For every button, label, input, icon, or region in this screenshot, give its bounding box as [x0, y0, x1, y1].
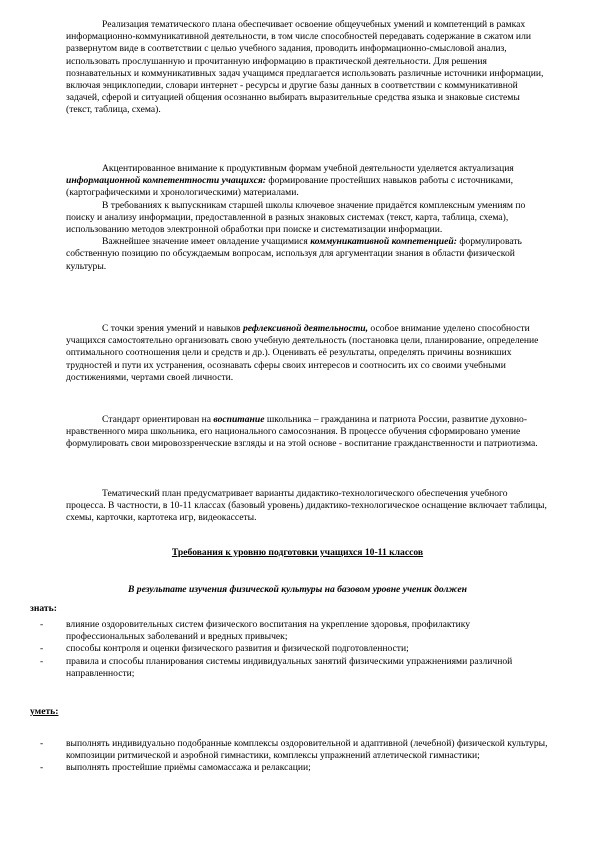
comm-text-before: Важнейшее значение имеет овладение учащимися [102, 236, 311, 248]
list-item-text: правила и способы планирования системы индивидуальных занятий физическими упражнениями различной направленности; [66, 655, 513, 679]
comm-emphasis: коммуникативной компетенцией: [310, 236, 457, 248]
list-dash: - [40, 762, 44, 774]
able-label: уметь: [30, 706, 59, 717]
able-list [30, 738, 550, 775]
communicative-paragraph [66, 236, 547, 273]
list-item [30, 643, 550, 655]
reflex-text-after: особое внимание уделено способности учащихся самостоятельно организовать свою учебную деятельность (постановка цели, планирование, определение оптимального соотношения цели и средств и др.). Оценивать её результаты, определять причины возникших трудностей и пути их устранения, осознавать сферы своих интересов и соотносить их со своими учебными достижениями, чертами своей личности. [66, 323, 539, 383]
info-emphasis: информационной компетентности учащихся: [66, 175, 266, 187]
standard-text-before: Стандарт ориентирован на [102, 414, 214, 425]
list-item-text: выполнять простейшие приёмы самомассажа и релаксации; [66, 762, 311, 774]
know-label: знать: [30, 603, 57, 614]
intro-text: Реализация тематического плана обеспечивает освоение общеучебных умений и компетенций в рамках информационно-коммуникативной деятельности, в том числе способностей передавать содержание в сжатом или развернутом виде в соответствии с целью учебного задания, проводить информационно-смысловой анализ, использовать прослушанную и прочитанную информацию в практической деятельности. Для решения познавательных и коммуникативных задач учащимся предлагается использовать различные источники информации, включая энциклопедии, словари интернет - ресурсы и другие базы данных в соответствии с коммуникативной задачей, сферой и ситуацией общения осознанно выбирать выразительные средства языка и знаковые системы (текст, таблица, схема). [66, 19, 544, 116]
know-list [30, 619, 550, 680]
reflex-text-before: С точки зрения умений и навыков [102, 323, 243, 334]
list-dash: - [40, 619, 44, 630]
list-item [30, 738, 550, 762]
info-text-after: формирование простейших навыков работы с источниками, (картографическими и хронологическими) материалами. [66, 175, 513, 199]
list-item-text: способы контроля и оценки физического развития и физической подготовленности; [66, 643, 409, 655]
reflexive-text [66, 323, 547, 384]
list-item [30, 656, 550, 680]
standard-text-after: школьника – гражданина и патриота России, развитие духовно-нравственного мира школьника, его национального самосознания. В процессе обучения сформировано умение формулировать свои мировоззренческие взгляды и на этой основе - воспитание гражданственности и патриотизма. [66, 414, 538, 450]
competence-paragraphs [66, 163, 547, 273]
list-item [30, 762, 550, 774]
standard-paragraph [66, 414, 547, 451]
list-dash: - [40, 738, 44, 749]
list-dash: - [40, 643, 44, 655]
plan-text: Тематический план предусматривает варианты дидактико-технологического обеспечения учебного процесса. В частности, в 10-11 классах (базовый уровень) дидактико-технологическое оснащение включает таблицы, схемы, карточки, картотека игр, видеокассеты. [66, 488, 547, 524]
info-competence-paragraph [66, 163, 547, 200]
requirements-heading: Требования к уровню подготовки учащихся 10-11 классов [171, 547, 424, 558]
list-dash: - [40, 655, 44, 667]
intro-paragraph [66, 19, 547, 117]
reflexive-paragraph [66, 323, 547, 384]
list-item [30, 619, 550, 643]
result-subheading: В результате изучения физической культуры на базовом уровне ученик должен [127, 584, 468, 595]
list-item-text: влияние оздоровительных систем физического воспитания на укрепление здоровья, профилактику профессиональных заболеваний и вредных привычек; [66, 619, 471, 643]
comm-text-after: формулировать собственную позицию по обсуждаемым вопросам, используя для аргументации знания в области физической культуры. [66, 236, 522, 272]
list-item-text: выполнять индивидуально подобранные комплексы оздоровительной и адаптивной (лечебной) физической культуры, композиции ритмической и аэробной гимнастики, комплексы упражнений атлетической гимнастики; [66, 738, 548, 762]
graduate-demands-paragraph: В требованиях к выпускникам старшей школы ключевое значение придаётся комплексным умениям по поиску и анализу информации, предоставленной в разных знаковых системах (текст, карта, таблица, схема), использованию методов электронной обработки при поиске и систематизации информации. [66, 199, 526, 236]
standard-text [66, 414, 547, 451]
standard-emphasis: воспитание [213, 414, 265, 425]
info-text-before: Акцентированное внимание к продуктивным формам учебной деятельности уделяется актуализация [102, 163, 514, 174]
reflex-emphasis: рефлексивной деятельности, [242, 323, 369, 334]
plan-paragraph [66, 488, 547, 525]
